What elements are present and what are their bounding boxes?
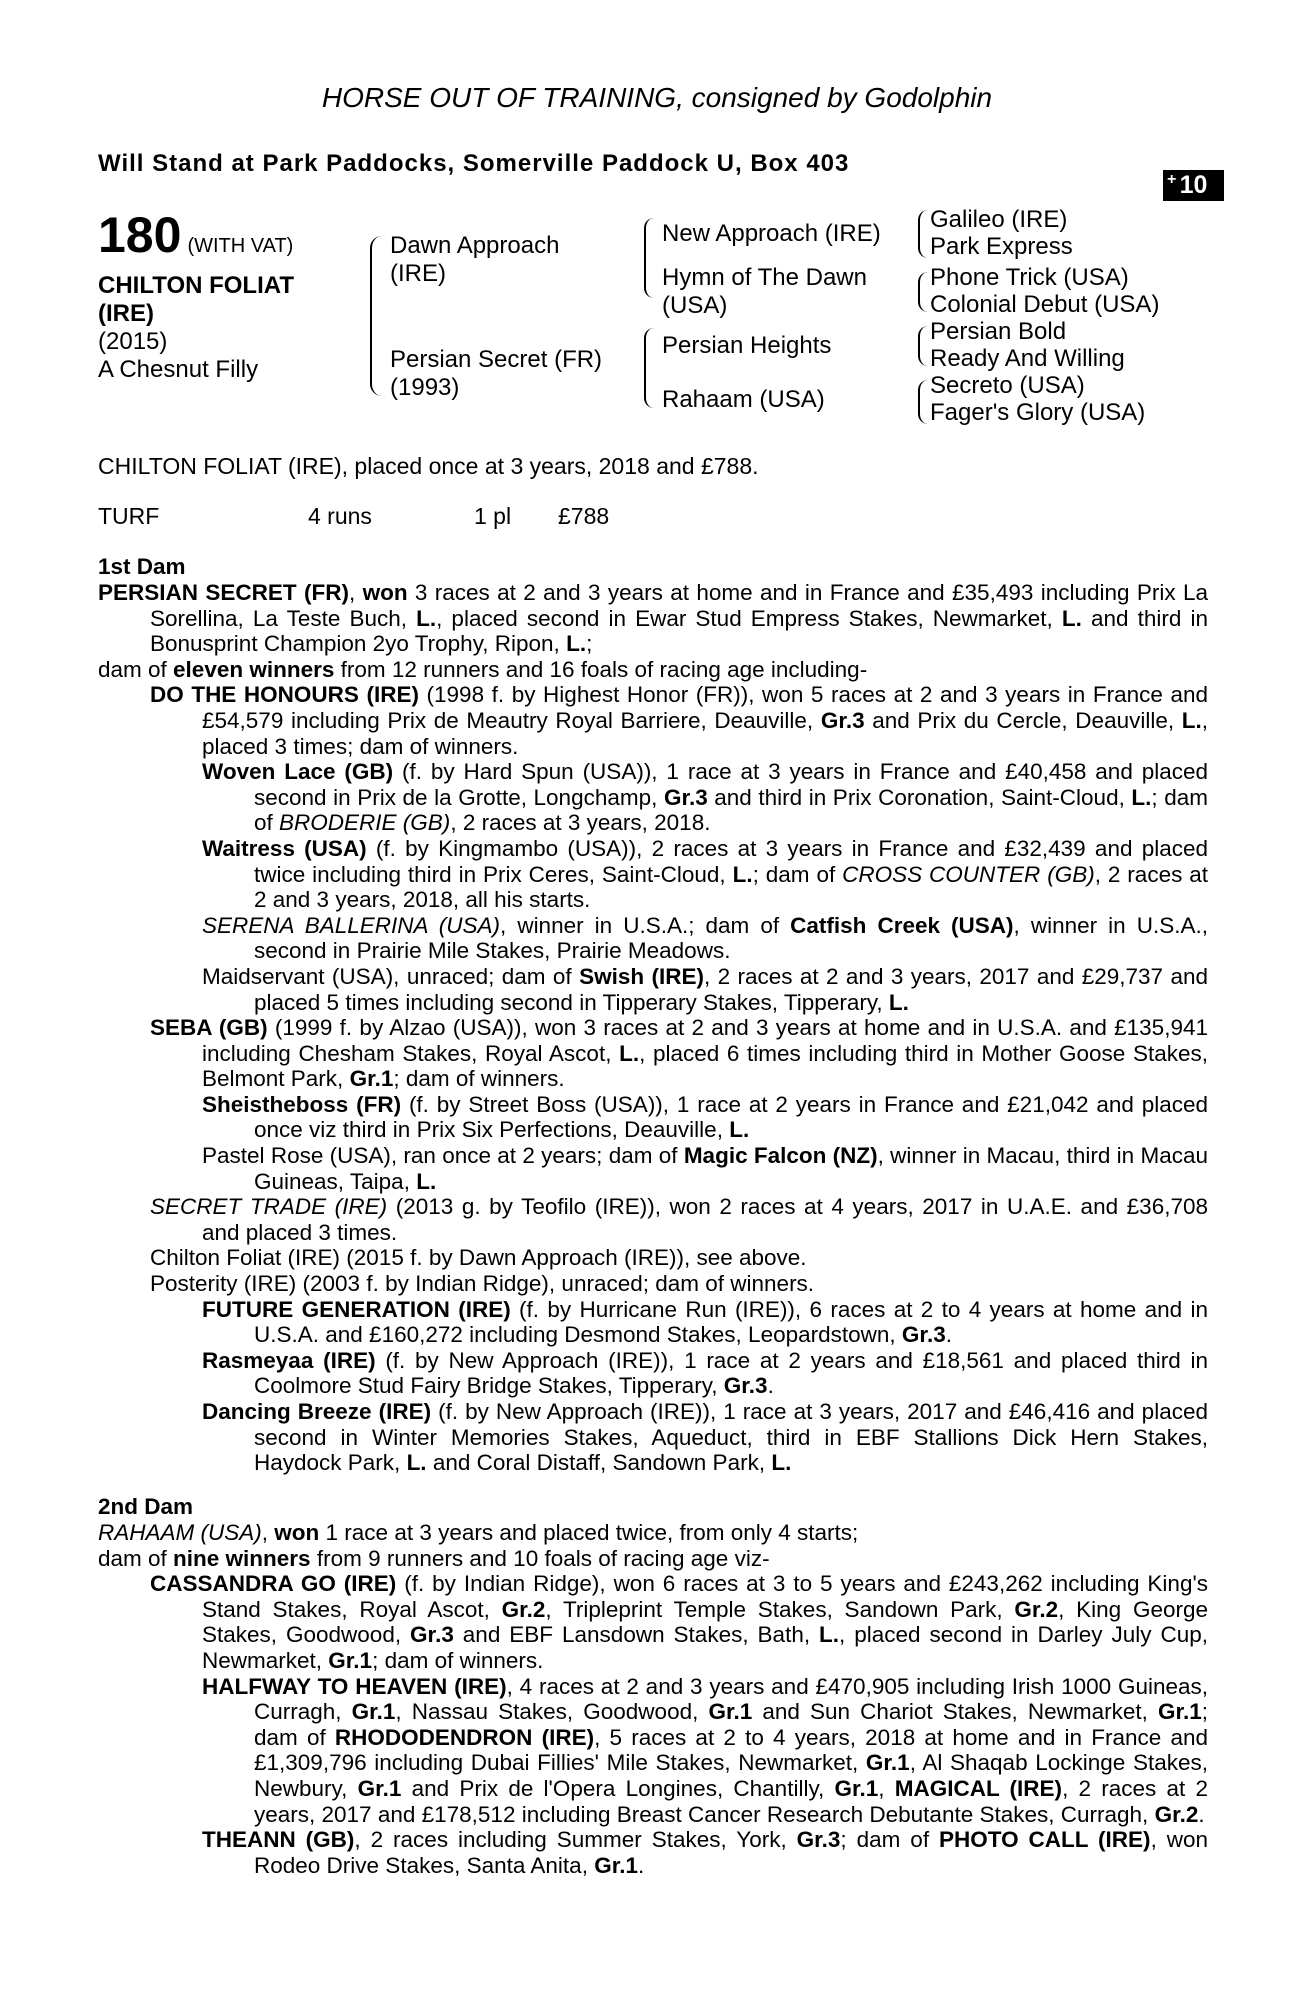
text: (f. by Indian Ridge), won 6 races at 3 to 5 years and £243,262 including King's Stand Stakes, Royal Ascot,: [202, 1571, 1209, 1622]
race-summary: CHILTON FOLIAT (IRE), placed once at 3 years, 2018 and £788.: [98, 453, 759, 479]
second-dam-entry: [98, 1520, 1208, 1546]
grade: Gr.2: [1154, 1801, 1199, 1827]
sire-dam-name: Hymn of The Dawn: [662, 264, 867, 291]
horse-name: CROSS COUNTER (GB): [842, 861, 1095, 887]
text: and third in Prix Coronation, Saint-Cloud,: [707, 784, 1132, 810]
grade: Gr.1: [708, 1699, 753, 1725]
grade: Gr.1: [351, 1699, 396, 1725]
produce-entry: [98, 964, 1208, 1015]
grade: Gr.2: [1014, 1596, 1059, 1622]
horse-name: DO THE HONOURS (IRE): [150, 682, 419, 708]
grade: Gr.1: [594, 1852, 638, 1878]
grade: L.: [566, 631, 587, 657]
text: (2013 g. by Teofilo (IRE)), won 2 races at 4 years, 2017 in U.A.E. and £36,708 and placed 3 times.: [202, 1194, 1209, 1245]
text: (f. by Kingmambo (USA)), 2 races at 3 years in France and £32,439 and placed twice including third in Prix Ceres, Saint-Cloud,: [254, 835, 1208, 887]
record-earnings: £788: [558, 503, 610, 529]
text: , winner in U.S.A., second in Prairie Mile Stakes, Prairie Meadows.: [254, 912, 1208, 964]
text: , King George Stakes, Goodwood,: [202, 1596, 1208, 1648]
horse-name: SERENA BALLERINA (USA): [202, 912, 501, 938]
text: ; dam of winners.: [372, 1647, 544, 1673]
grade: Gr.1: [865, 1750, 910, 1776]
lot-badge: [1163, 170, 1224, 201]
grade: L.: [732, 861, 753, 887]
grade: L.: [416, 605, 437, 631]
text: ; dam of: [254, 784, 1208, 836]
pedigree-brace-2: [644, 218, 654, 298]
grade: Gr.3: [410, 1622, 454, 1648]
produce-entry: [98, 682, 1208, 759]
horse-name: MAGICAL (IRE): [894, 1775, 1063, 1801]
grade: L.: [888, 989, 909, 1015]
grade: Gr.1: [328, 1647, 373, 1673]
pedigree-brace-6: [918, 326, 928, 366]
text: .: [945, 1322, 952, 1348]
text: and Prix du Cercle, Deauville,: [864, 707, 1182, 733]
horse-name: FUTURE GENERATION (IRE): [202, 1296, 511, 1322]
text: , placed 3 times; dam of winners.: [202, 707, 1208, 759]
ggp-4: Colonial Debut (USA): [930, 291, 1160, 318]
horse-name: Sheistheboss (FR): [202, 1091, 402, 1117]
horse-name: CASSANDRA GO (IRE): [150, 1571, 397, 1597]
produce-entry: [98, 1297, 1208, 1348]
winners-count: eleven winners: [173, 656, 335, 682]
produce-entry: [98, 836, 1208, 913]
text: and third in Bonusprint Champion 2yo Trophy, Ripon,: [150, 605, 1208, 657]
pedigree-brace-1: [370, 236, 382, 396]
text: , 5 races at 2 to 4 years, 2018 at home and in France and £1,309,796 including Dubai Fillies' Mile Stakes, Newmarket,: [254, 1724, 1208, 1776]
record-placed: 1 pl: [474, 503, 512, 529]
text: , 4 races at 2 and 3 years and £470,905 including Irish 1000 Guineas, Curragh,: [254, 1673, 1208, 1725]
badge-plus: +: [1167, 171, 1177, 188]
horse-name: BRODERIE (GB): [279, 810, 451, 836]
horse-name: Magic Falcon (NZ): [683, 1143, 878, 1169]
dam-dam: Rahaam (USA): [662, 386, 825, 413]
text: , 2 races at 2 years, 2017 and £178,512 including Breast Cancer Research Debutante Stakes, Curragh,: [254, 1775, 1208, 1827]
text: Pastel Rose (USA), ran once at 2 years; dam of: [202, 1143, 684, 1169]
first-dam-entry: PERSIAN SECRET (FR), won 3 races at 2 and 3 years at home and in France and £35,493 including Prix La Sorellina, La Teste Buch, L., placed second in Ewar Stud Empress Stakes, Newmarket, L. and third in Bonusprint Champion 2yo Trophy, Ripon, L.;: [98, 580, 1208, 657]
text: Posterity (IRE) (2003 f. by Indian Ridge), unraced; dam of winners.: [150, 1271, 815, 1297]
ggp-1: Galileo (IRE): [930, 206, 1068, 233]
dam-sire: Persian Heights: [662, 332, 832, 359]
grade: Gr.3: [796, 1827, 841, 1853]
won-label: won: [274, 1520, 320, 1545]
produce-entry: [98, 1143, 1208, 1194]
text: (f. by New Approach (IRE)), 1 race at 2 years and £18,561 and placed third in Coolmore Stud Fairy Bridge Stakes, Tipperary,: [254, 1347, 1208, 1399]
sire-dam-country: (USA): [662, 292, 728, 319]
text: , placed second in Darley July Cup, Newmarket,: [202, 1622, 1208, 1673]
lot-info: [98, 207, 294, 384]
lot-number: 180: [98, 207, 182, 263]
text: , 2 races at 2 and 3 years, 2018, all his starts.: [254, 861, 1209, 913]
text: Maidservant (USA), unraced; dam of: [202, 963, 580, 989]
grade: L.: [619, 1040, 640, 1066]
record-surface: TURF: [98, 503, 160, 529]
catalogue-heading: HORSE OUT OF TRAINING, consigned by Godolphin: [321, 82, 993, 113]
horse-year: (2015): [98, 328, 168, 355]
sire-country: (IRE): [390, 260, 446, 287]
dam-year: (1993): [390, 374, 460, 401]
text: (f. by New Approach (IRE)), 1 race at 3 years, 2017 and £46,416 and placed second in Winter Memories Stakes, Aqueduct, third in EBF Stallions Dick Hern Stakes, Haydock Park,: [254, 1399, 1208, 1476]
horse-name: SECRET TRADE (IRE): [150, 1194, 388, 1220]
grade: Gr.1: [357, 1775, 402, 1801]
text: and EBF Lansdown Stakes, Bath,: [453, 1622, 820, 1648]
text: and Coral Distaff, Sandown Park,: [426, 1450, 772, 1476]
text: .: [767, 1373, 774, 1399]
sire: [390, 232, 559, 288]
text: 3 races at 2 and 3 years at home and in France and £35,493 including Prix La Sorellina, La Teste Buch,: [150, 580, 1208, 631]
text: 1 race at 3 years and placed twice, from only 4 starts;: [319, 1520, 859, 1545]
text: Chilton Foliat (IRE) (2015 f. by Dawn Approach (IRE)), see above.: [150, 1245, 807, 1271]
horse-name: Woven Lace (GB): [202, 759, 394, 785]
race-record: [98, 504, 609, 530]
second-dam-section: [98, 1520, 1208, 1878]
text: from 12 runners and 16 foals of racing age including-: [334, 656, 868, 682]
pedigree-brace-4: [918, 210, 928, 258]
text: , 2 races including Summer Stakes, York,: [354, 1827, 797, 1853]
horse-name: Waitress (USA): [202, 835, 367, 861]
grade: L.: [416, 1168, 437, 1194]
grade: Gr.3: [663, 784, 708, 810]
text: (f. by Hard Spun (USA)), 1 race at 3 years in France and £40,458 and placed second in Prix de la Grotte, Longchamp,: [254, 759, 1209, 810]
dam-name: Persian Secret (FR): [390, 346, 603, 373]
pedigree-brace-5: [918, 272, 928, 312]
text: dam of: [98, 1545, 174, 1571]
produce-entry: [98, 1092, 1208, 1143]
grade: L.: [1131, 784, 1152, 810]
horse-name: Dancing Breeze (IRE): [202, 1399, 432, 1424]
badge-number: 10: [1179, 171, 1208, 199]
text: , placed 6 times including third in Mother Goose Stakes, Belmont Park,: [202, 1040, 1208, 1092]
text: , placed second in Ewar Stud Empress Stakes, Newmarket,: [436, 605, 1062, 631]
text: (1998 f. by Highest Honor (FR)), won 5 races at 2 and 3 years in France and £54,579 including Prix de Meautry Royal Barriere, Deauville,: [202, 682, 1208, 733]
text: ; dam of winners.: [393, 1066, 565, 1092]
text: ;: [586, 631, 593, 657]
produce-entry: [98, 1827, 1208, 1878]
text: ,: [878, 1775, 895, 1801]
text: (f. by Street Boss (USA)), 1 race at 2 years in France and £21,042 and placed once viz third in Prix Six Perfections, Deauville,: [254, 1091, 1208, 1143]
first-dam-name: PERSIAN SECRET (FR): [98, 580, 349, 605]
produce-entry: [98, 913, 1208, 964]
text: (1999 f. by Alzao (USA)), won 3 races at 2 and 3 years at home and in U.S.A. and £135,941 including Chesham Stakes, Royal Ascot,: [202, 1015, 1208, 1066]
won-label: won: [362, 580, 408, 605]
ggp-3: Phone Trick (USA): [930, 264, 1129, 291]
produce-entry: [98, 1399, 1208, 1476]
ggp-5: Persian Bold: [930, 318, 1067, 345]
grade: Gr.1: [349, 1066, 394, 1092]
sire-name: Dawn Approach: [390, 232, 560, 259]
grade: L.: [729, 1117, 750, 1143]
horse-name: Swish (IRE): [579, 963, 704, 989]
pedigree-brace-7: [918, 380, 928, 424]
horse-name: RHODODENDRON (IRE): [334, 1724, 595, 1750]
sire-sire: New Approach (IRE): [662, 220, 881, 247]
second-dam-produce-summary: [98, 1546, 1208, 1572]
produce-entry: [98, 1015, 1208, 1092]
text: dam of: [98, 656, 174, 682]
horse-name: HALFWAY TO HEAVEN (IRE): [202, 1673, 507, 1699]
ggp-8: Fager's Glory (USA): [930, 399, 1146, 426]
text: (f. by Hurricane Run (IRE)), 6 races at 2 to 4 years at home and in U.S.A. and £160,272 including Desmond Stakes, Leopardstown,: [254, 1296, 1208, 1348]
horse-name: Rasmeyaa (IRE): [202, 1347, 376, 1373]
text: and Prix de l'Opera Longines, Chantilly,: [401, 1775, 835, 1801]
text: , won Rodeo Drive Stakes, Santa Anita,: [254, 1827, 1209, 1878]
horse-country: (IRE): [98, 300, 154, 327]
text: , winner in U.S.A.; dam of: [500, 912, 791, 938]
grade: L.: [819, 1622, 840, 1648]
text: .: [637, 1852, 645, 1878]
text: ; dam of: [840, 1827, 940, 1853]
text: , winner in Macau, third in Macau Guineas, Taipa,: [254, 1143, 1208, 1194]
text: .: [1198, 1801, 1205, 1827]
text: and Sun Chariot Stakes, Newmarket,: [752, 1699, 1158, 1725]
second-dam-heading: 2nd Dam: [98, 1494, 194, 1519]
first-dam-produce-summary: [98, 657, 1208, 683]
grade: Gr.1: [1157, 1699, 1202, 1725]
grade: Gr.3: [723, 1373, 768, 1399]
text: , 2 races at 3 years, 2018.: [450, 810, 711, 836]
text: ,: [261, 1520, 275, 1545]
horse-name: Catfish Creek (USA): [790, 912, 1014, 938]
text: from 9 runners and 10 foals of racing age viz-: [310, 1545, 770, 1571]
produce-entry: [98, 1245, 1208, 1271]
text: ; dam of: [752, 861, 843, 887]
vat-note: (WITH VAT): [187, 235, 294, 257]
first-dam-heading: 1st Dam: [98, 554, 186, 579]
grade: Gr.2: [501, 1596, 546, 1622]
grade: Gr.3: [901, 1322, 946, 1348]
grade: L.: [406, 1450, 427, 1476]
horse-description: A Chesnut Filly: [98, 356, 259, 383]
produce-entry: [98, 1271, 1208, 1297]
text: , Nassau Stakes, Goodwood,: [395, 1699, 709, 1725]
horse-name: THEANN (GB): [202, 1827, 355, 1853]
produce-entry: [98, 1348, 1208, 1399]
ggp-2: Park Express: [930, 233, 1073, 260]
horse-name: SEBA (GB): [150, 1015, 268, 1041]
text: , Al Shaqab Lockinge Stakes, Newbury,: [254, 1750, 1208, 1801]
horse-name: PHOTO CALL (IRE): [939, 1827, 1151, 1853]
grade: Gr.1: [834, 1775, 879, 1801]
record-runs: 4 runs: [308, 503, 372, 529]
second-dam-name: RAHAAM (USA): [98, 1520, 262, 1545]
produce-entry: [98, 1674, 1208, 1828]
stand-location: Will Stand at Park Paddocks, Somerville Paddock U, Box 403: [98, 150, 850, 177]
grade: L.: [1181, 707, 1202, 733]
grade: L.: [1061, 605, 1082, 631]
text: , 2 races at 2 and 3 years, 2017 and £29,737 and placed 5 times including second in Tipperary Stakes, Tipperary,: [254, 963, 1208, 1015]
ggp-6: Ready And Willing: [930, 345, 1125, 372]
dam: [390, 346, 602, 402]
horse-name: CHILTON FOLIAT: [98, 272, 294, 299]
text: ; dam of: [254, 1699, 1208, 1750]
produce-entry: [98, 1194, 1208, 1245]
text: , Tripleprint Temple Stakes, Sandown Park,: [545, 1596, 1015, 1622]
pedigree-brace-3: [644, 328, 654, 408]
first-dam-section: [98, 580, 1208, 1476]
grade: L.: [771, 1450, 792, 1476]
ggp-7: Secreto (USA): [930, 372, 1085, 399]
produce-entry: [98, 1571, 1208, 1673]
produce-entry: [98, 759, 1208, 836]
grade: Gr.3: [820, 707, 865, 733]
sire-dam: [662, 264, 867, 320]
winners-count: nine winners: [173, 1545, 311, 1571]
